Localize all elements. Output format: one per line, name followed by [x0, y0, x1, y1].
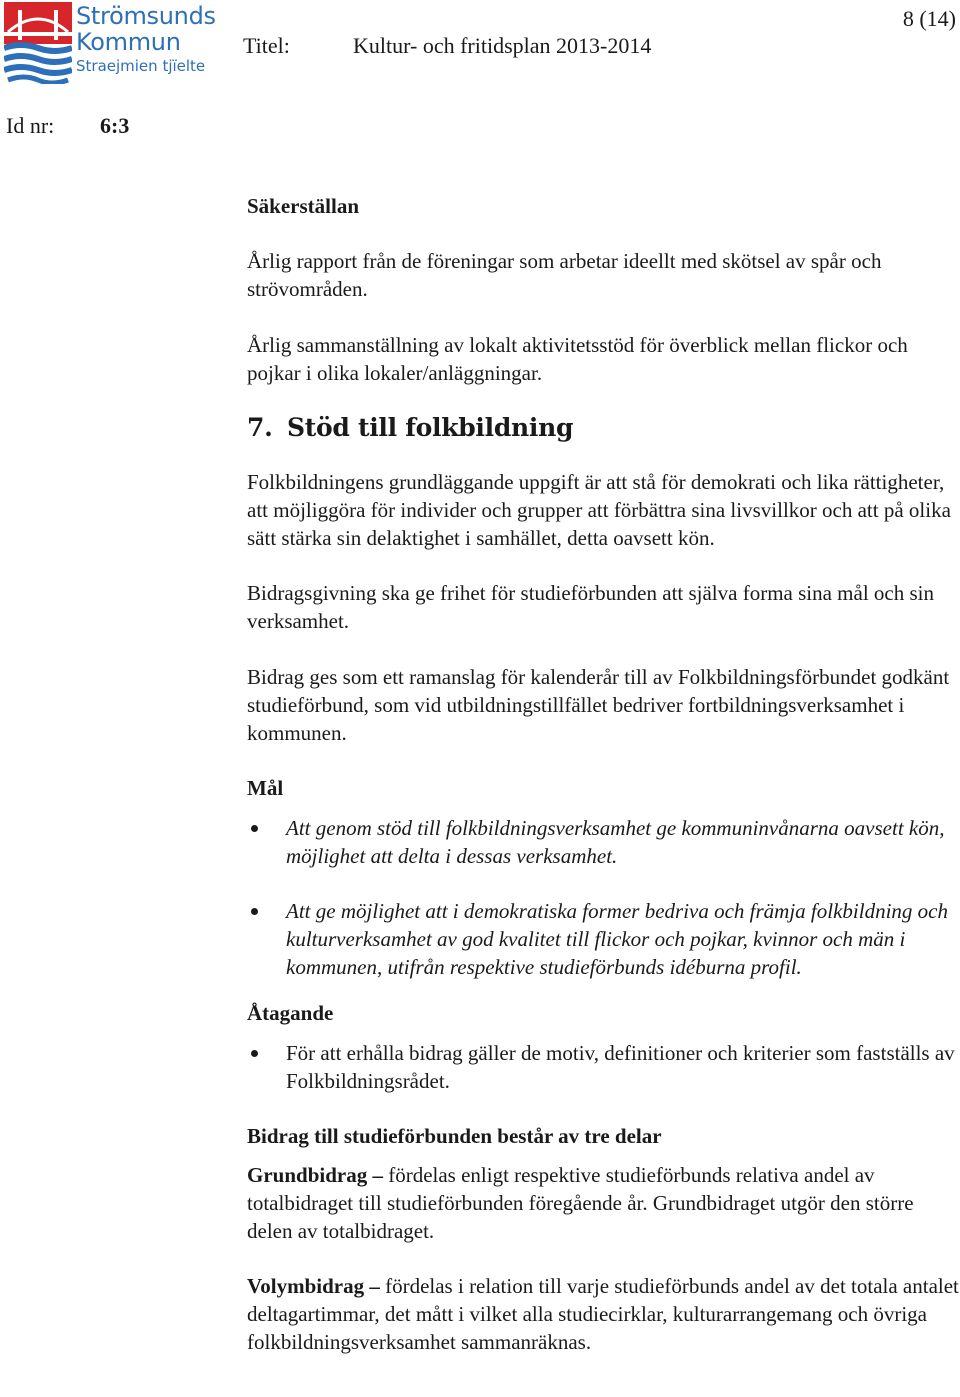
section-number: 7.	[247, 413, 273, 442]
paragraph: Bidragsgivning ska ge frihet för studieförbunden att själva forma sina mål och sin verksamhet.	[247, 581, 935, 633]
list-item-text: Att genom stöd till folkbildningsverksamhet ge kommuninvånarna oavsett kön, möjlighet att delta i dessas verksamhet.	[286, 816, 945, 868]
heading-sakerstallan: Säkerställan	[247, 194, 360, 218]
bullet-icon	[251, 1050, 258, 1057]
paragraph: Folkbildningens grundläggande uppgift är att stå för demokrati och lika rättigheter, att möjliggöra för individer och grupper att förbättra sina livsvillkor och att på olika sätt stärka sin delaktighet i samhället, detta oavsett kön.	[247, 470, 951, 550]
paragraph: Bidrag ges som ett ramanslag för kalenderår till av Folkbildningsförbundet godkänt studieförbund, som vid utbildningstillfället bedriver fortbildningsverksamhet i kommunen.	[247, 665, 950, 745]
bridge-wave-logo-icon	[4, 2, 72, 84]
heading-atagande: Åtagande	[247, 1001, 334, 1025]
goals-list	[247, 814, 959, 981]
title-label: Titel:	[243, 33, 290, 58]
grundbidrag-label: Grundbidrag –	[247, 1163, 383, 1187]
list-item	[247, 897, 959, 981]
heading-mal: Mål	[247, 776, 284, 800]
paragraph-volymbidrag	[247, 1272, 959, 1356]
list-item-text: Att ge möjlighet att i demokratiska former bedriva och främja folkbildning och kulturverksamhet av god kvalitet till flickor och pojkar, kvinnor och män i kommunen, utifrån respektive studieförbunds idéburna profil.	[286, 899, 948, 979]
section-title: Stöd till folkbildning	[287, 413, 574, 442]
logo-name-line2: Kommun	[76, 28, 181, 56]
commitment-list	[247, 1039, 959, 1095]
volymbidrag-label: Volymbidrag –	[247, 1274, 380, 1298]
heading-bidrag: Bidrag till studieförbunden består av tre delar	[247, 1124, 662, 1148]
paragraph: Årlig rapport från de föreningar som arbetar ideellt med skötsel av spår och strövområden.	[247, 249, 882, 301]
logo-name-sami: Straejmien tjïelte	[76, 57, 206, 75]
list-item	[247, 1039, 959, 1095]
id-value: 6:3	[100, 113, 130, 138]
paragraph: Årlig sammanställning av lokalt aktivitetsstöd för överblick mellan flickor och pojkar i olika lokaler/anläggningar.	[247, 333, 908, 385]
bullet-icon	[251, 908, 258, 915]
grundbidrag-text: fördelas enligt respektive studieförbunds relativa andel av totalbidraget till studieförbunden föregående år. Grundbidraget utgör den större delen av totalbidraget.	[247, 1163, 914, 1243]
list-item	[247, 814, 959, 870]
document-title: Kultur- och fritidsplan 2013-2014	[353, 33, 652, 58]
page-number: 8 (14)	[902, 6, 956, 31]
municipality-logo	[4, 2, 216, 84]
paragraph-grundbidrag	[247, 1161, 959, 1245]
list-item-text: För att erhålla bidrag gäller de motiv, definitioner och kriterier som fastställs av Folkbildningsrådet.	[286, 1041, 955, 1093]
bullet-icon	[251, 825, 258, 832]
volymbidrag-text: fördelas i relation till varje studieförbunds andel av det totala antalet deltagartimmar, det mått i vilket alla studiecirklar, kulturarrangemang och övriga folkbildningsverksamhet sammanräknas.	[247, 1274, 959, 1354]
logo-name-line1: Strömsunds	[76, 2, 216, 30]
document-body	[247, 192, 959, 1356]
section-heading	[247, 412, 959, 444]
id-label: Id nr:	[6, 113, 55, 138]
